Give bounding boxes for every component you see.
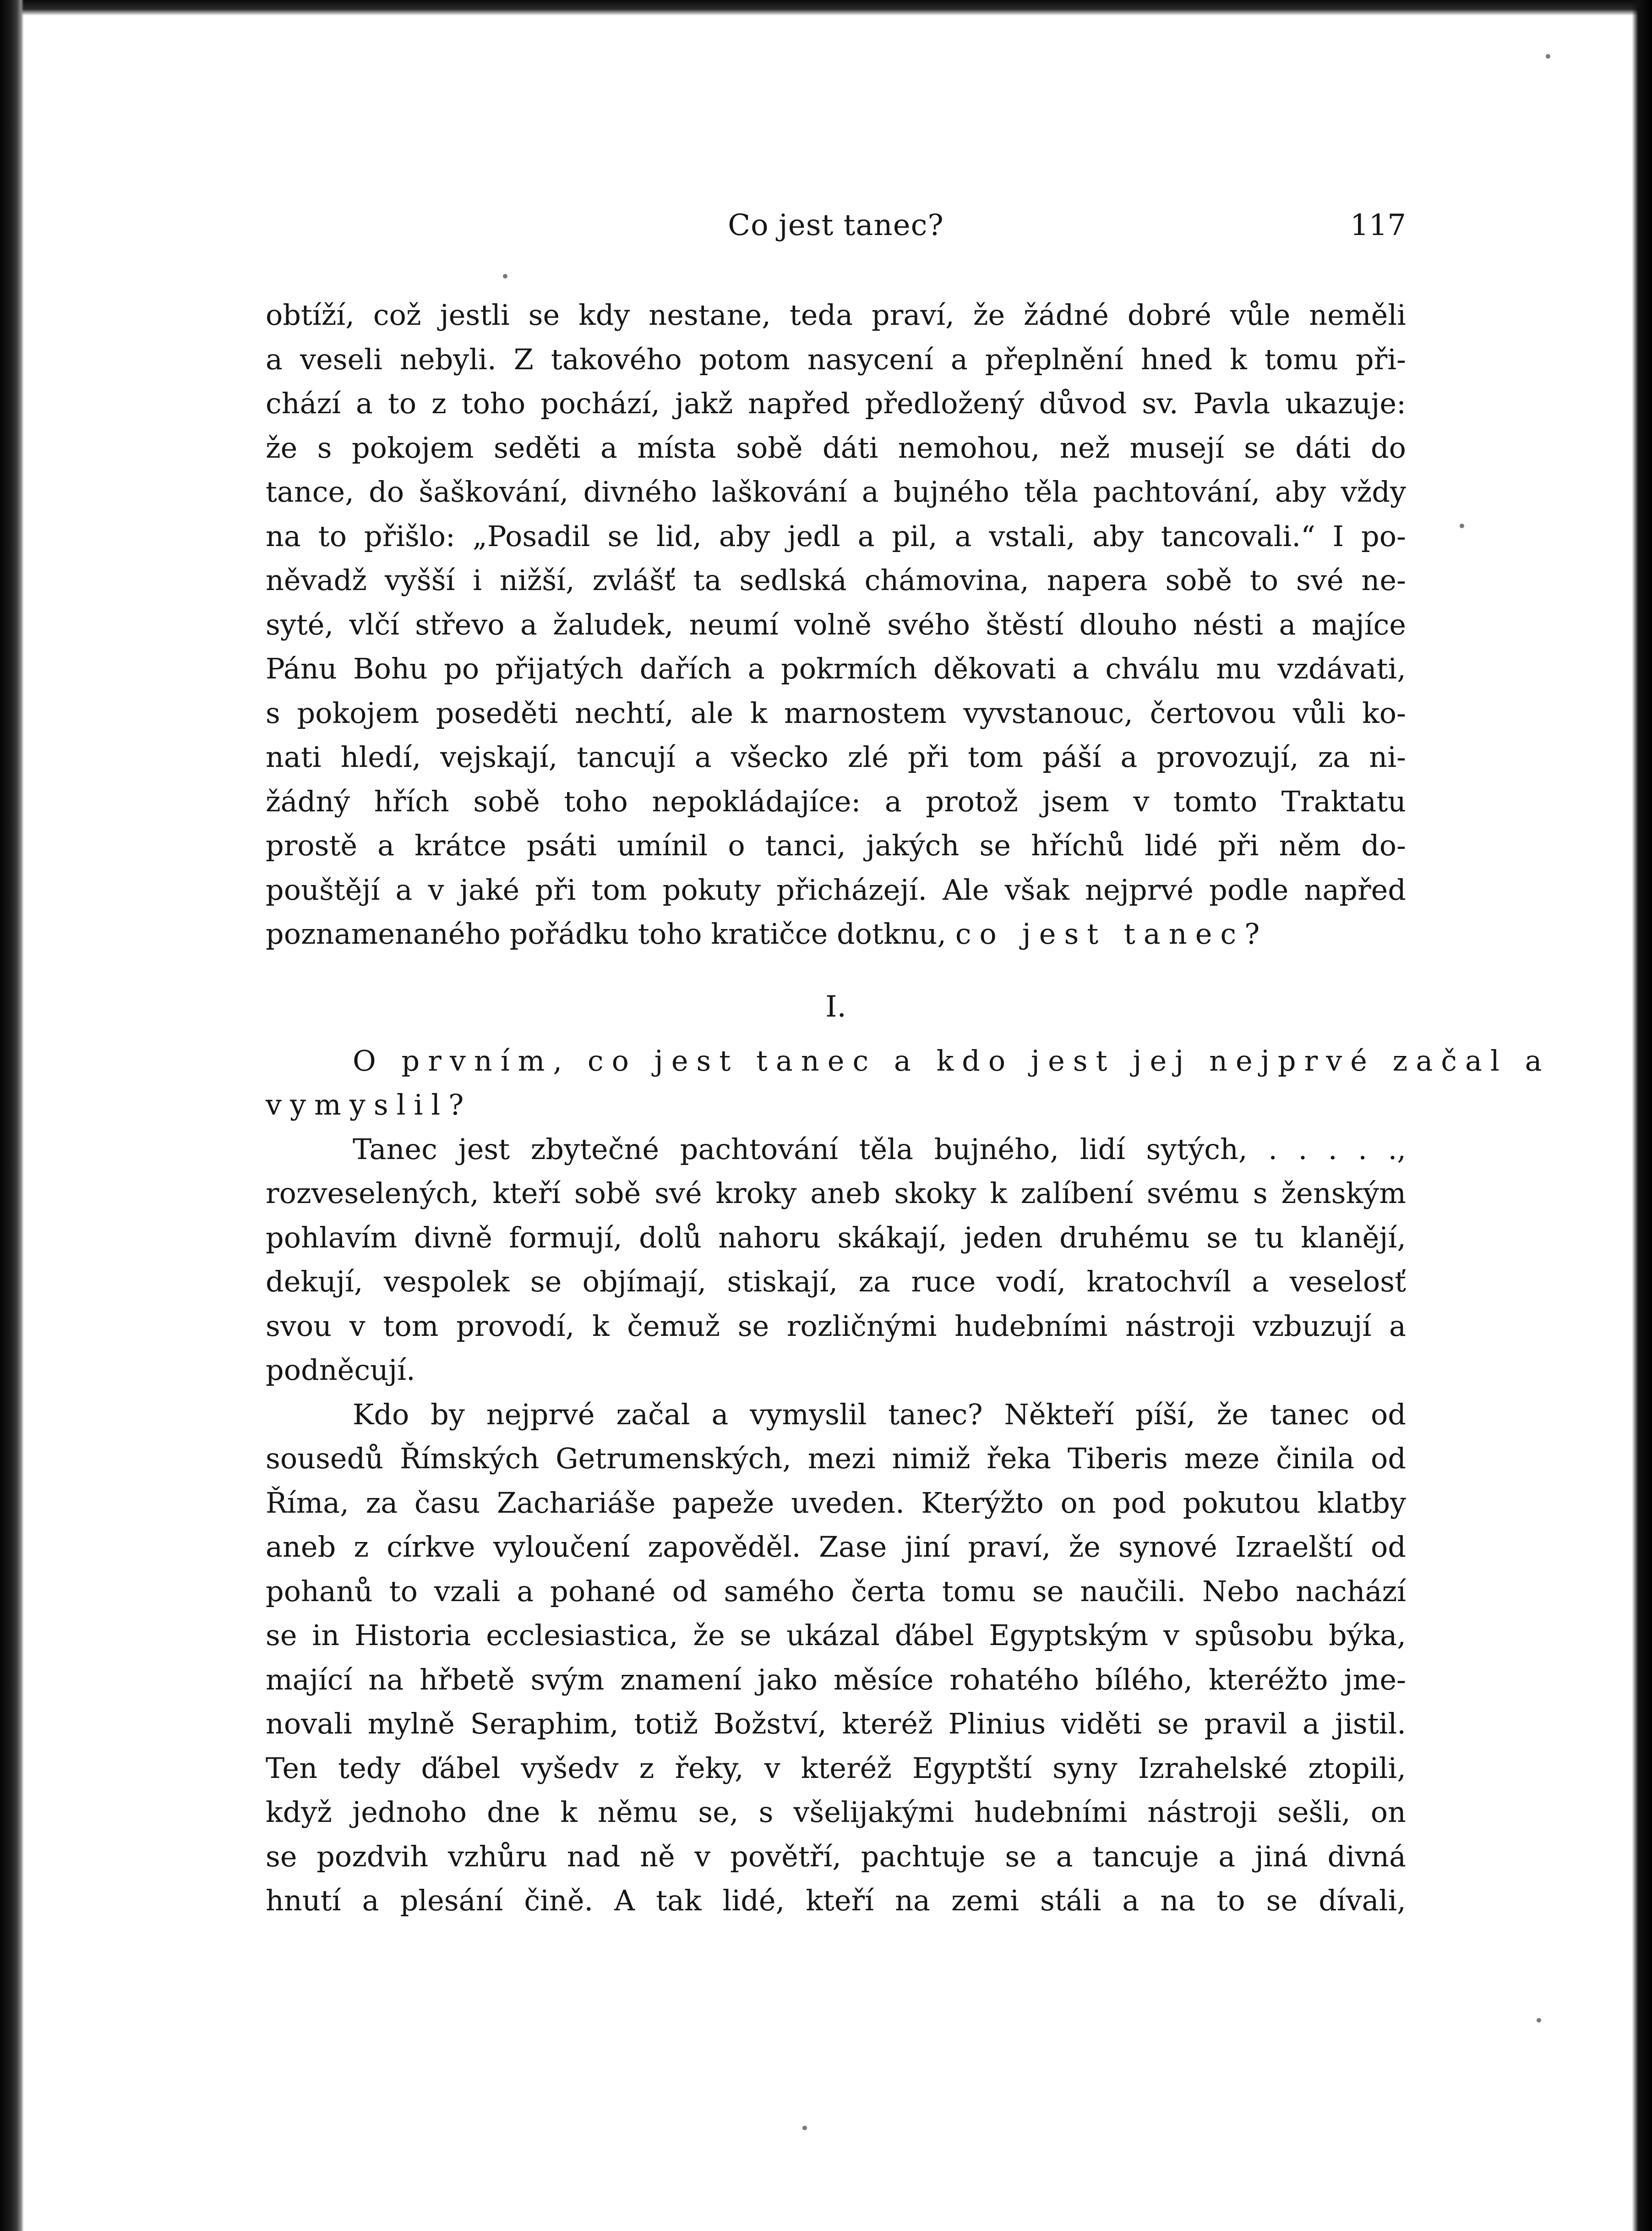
text-line: syté, vlčí střevo a žaludek, neumí volně svého štěstí dlouho nésti a majíce — [266, 607, 1406, 641]
text-line: se pozdvih vzhůru nad ně v povětří, pachtuje se a tancuje a jiná divná — [266, 1839, 1406, 1873]
page-body — [266, 293, 1550, 1923]
scan-speck — [1460, 524, 1464, 528]
section-title — [266, 1039, 1550, 1127]
emphasized-phrase: co jest tanec? — [955, 917, 1268, 951]
paragraph-1 — [266, 293, 1406, 957]
text-line: Kdo by nejprvé začal a vymyslil tanec? Někteří píší, že tanec od — [353, 1397, 1406, 1431]
text-line: s pokojem poseděti nechtí, ale k marnostem vyvstanouc, čertovou vůli ko- — [266, 696, 1406, 730]
scan-edge-left — [0, 0, 24, 2231]
running-head — [266, 208, 1406, 250]
text-line: něvadž vyšší i nižší, zvlášť ta sedlská chámovina, napera sobě to své ne- — [266, 563, 1406, 597]
scan-edge-right — [1632, 0, 1652, 2231]
scan-speck — [802, 2126, 807, 2130]
section-numeral: I. — [825, 990, 846, 1024]
text-line: podněcují. — [266, 1353, 415, 1387]
text-line: svou v tom provodí, k čemuž se rozličnými hudebními nástroji vzbuzují a — [266, 1309, 1406, 1343]
text-line: že s pokojem seděti a místa sobě dáti nemohou, než musejí se dáti do — [266, 431, 1406, 465]
text-line: pohanů to vzali a pohané od samého čerta tomu se naučili. Nebo nachází — [266, 1574, 1406, 1608]
text-line: když jednoho dne k němu se, s všelijakými hudebními nástroji sešli, on — [266, 1795, 1406, 1829]
text-line: Tanec jest zbytečné pachtování těla bujného, lidí sytých, . . . . ., — [353, 1132, 1406, 1166]
text-line: se in Historia ecclesiastica, že se ukázal ďábel Egyptským v spůsobu býka, — [266, 1619, 1406, 1652]
scan-edge-top — [0, 0, 1652, 16]
text-line: dekují, vespolek se objímají, stiskají, za ruce vodí, kratochvíl a veselosť — [266, 1265, 1406, 1298]
text-line: novali mylně Seraphim, totiž Božství, kteréž Plinius viděti se pravil a jistil. — [266, 1707, 1406, 1740]
text-line: žádný hřích sobě toho nepokládajíce: a protož jsem v tomto Traktatu — [266, 784, 1406, 818]
text-line: nati hledí, vejskají, tancují a všecko zlé při tom páší a provozují, za ni- — [266, 740, 1406, 774]
text-line: obtíží, což jestli se kdy nestane, teda praví, že žádné dobré vůle neměli — [266, 298, 1406, 332]
text-line: chází a to z toho pochází, jakž napřed předložený důvod sv. Pavla ukazuje: — [266, 387, 1406, 420]
scan-speck — [1537, 2018, 1541, 2023]
running-title: Co jest tanec? — [728, 208, 944, 242]
section-title-line: vymyslil? — [266, 1088, 472, 1121]
text-line: pohlavím divně formují, dolů nahoru skákají, jeden druhému se tu klanějí, — [266, 1220, 1406, 1254]
page-number: 117 — [1350, 208, 1406, 242]
text-line: aneb z církve vyloučení zapověděl. Zase jiní praví, že synové Izraelští od — [266, 1530, 1406, 1564]
text-line: prostě a krátce psáti umínil o tanci, jakých se hříchů lidé při něm do- — [266, 829, 1406, 862]
text-line-final — [266, 912, 1406, 957]
text-line: rozveselených, kteří sobě své kroky aneb skoky k zalíbení svému s ženským — [266, 1176, 1406, 1210]
text-line: na to přišlo: „Posadil se lid, aby jedl a pil, a vstali, aby tancovali.“ I po- — [266, 519, 1406, 553]
section-title-line: O prvním, co jest tanec a kdo jest jej nejprvé začal a — [353, 1044, 1550, 1077]
paragraph-3 — [266, 1393, 1406, 1923]
text-line: sousedů Římských Getrumenských, mezi nimiž řeka Tiberis meze činila od — [266, 1442, 1406, 1475]
text-line-plain: poznamenaného pořádku toho kratičce dotknu, — [266, 917, 947, 951]
text-line: mající na hřbetě svým znamení jako měsíce rohatého bílého, kteréžto jme- — [266, 1662, 1406, 1696]
text-line: Říma, za času Zachariáše papeže uveden. Kterýžto on pod pokutou klatby — [266, 1486, 1406, 1520]
scan-speck — [503, 274, 507, 279]
text-line: pouštějí a v jaké při tom pokuty přicházejí. Ale však nejprvé podle napřed — [266, 873, 1406, 907]
paragraph-2 — [266, 1127, 1406, 1393]
text-line: Ten tedy ďábel vyšedv z řeky, v kteréž Egyptští syny Izrahelské ztopili, — [266, 1751, 1406, 1785]
text-line: Pánu Bohu po přijatých dařích a pokrmích děkovati a chválu mu vzdávati, — [266, 652, 1406, 685]
text-line: a veseli nebyli. Z takového potom nasycení a přeplnění hned k tomu při- — [266, 342, 1406, 376]
text-line: hnutí a plesání čině. A tak lidé, kteří na zemi stáli a na to se dívali, — [266, 1884, 1406, 1917]
scan-speck — [1546, 54, 1550, 59]
text-line: tance, do šaškování, divného laškování a bujného těla pachtování, aby vždy — [266, 475, 1406, 509]
